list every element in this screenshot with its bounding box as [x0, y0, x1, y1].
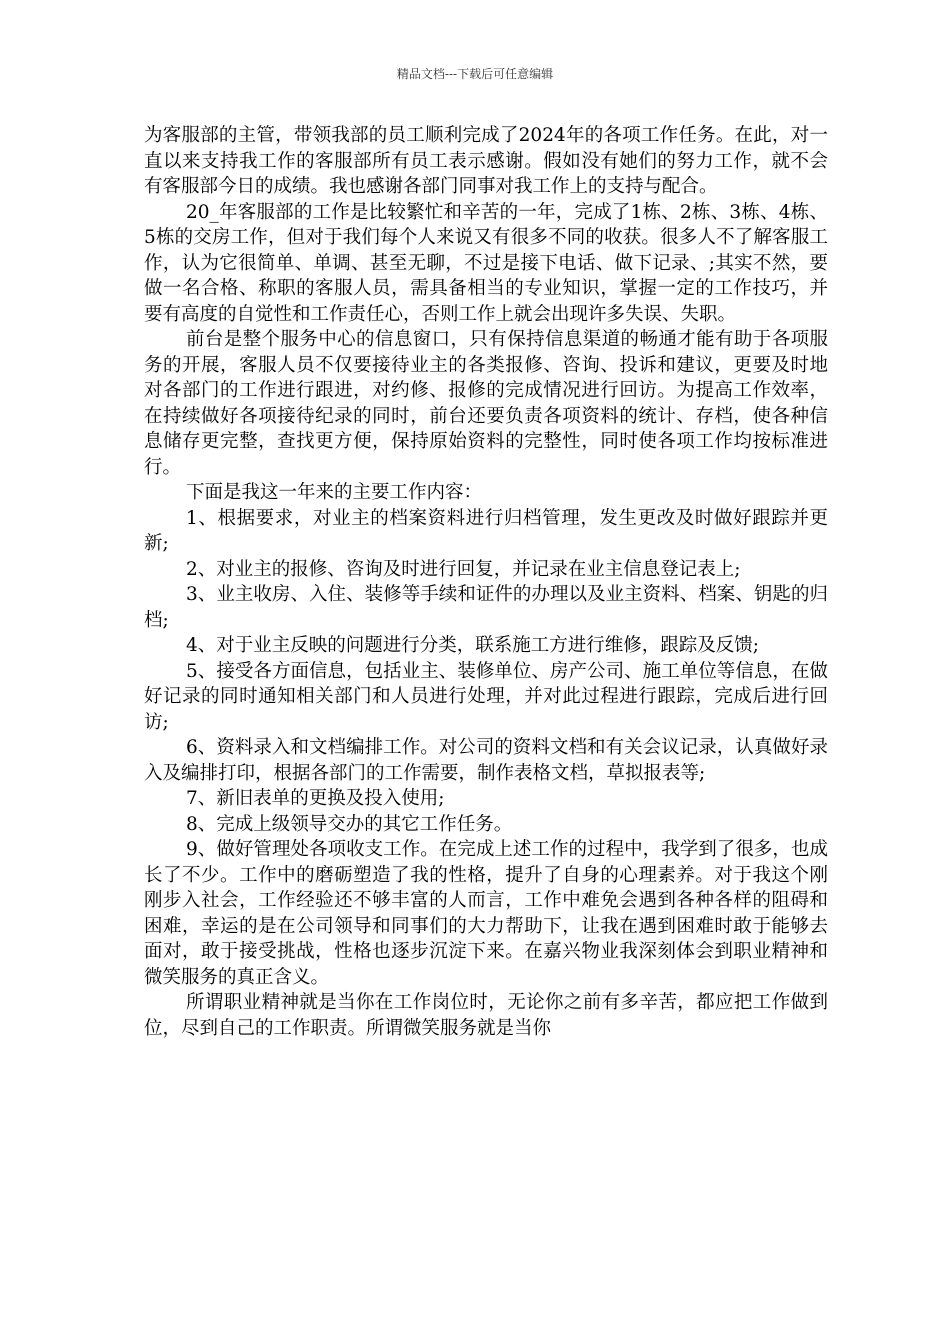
list-item: 9、做好管理处各项收支工作。在完成上述工作的过程中，我学到了很多，也成长了不少。工作中的磨砺塑造了我的性格，提升了自身的心理素养。对于我这个刚刚步入社会，工作经验还不够丰富的人而言，工作中难免会遇到各种各样的阻碍和困难，幸运的是在公司领导和同事们的大力帮助下，让我在遇到困难时敢于能够去面对，敢于接受挑战，性格也逐步沉淀下来。在嘉兴物业我深刻体会到职业精神和微笑服务的真正含义。 [144, 839, 828, 988]
paragraph: 20_年客服部的工作是比较繁忙和辛苦的一年，完成了1栋、2栋、3栋、4栋、5栋的交房工作，但对于我们每个人来说又有很多不同的收获。很多人不了解客服工作，认为它很简单、单调、甚至无聊，不过是接下电话、做下记录、;其实不然，要做一名合格、称职的客服人员，需具备相当的专业知识，掌握一定的工作技巧，并要有高度的自觉性和工作责任心，否则工作上就会出现许多失误、失职。 [144, 201, 828, 325]
list-item: 1、根据要求，对业主的档案资料进行归档管理，发生更改及时做好跟踪并更新; [144, 507, 828, 554]
list-item: 3、业主收房、入住、装修等手续和证件的办理以及业主资料、档案、钥匙的归档; [144, 584, 828, 631]
list-item: 2、对业主的报修、咨询及时进行回复，并记录在业主信息登记表上; [186, 558, 741, 580]
paragraph: 前台是整个服务中心的信息窗口，只有保持信息渠道的畅通才能有助于各项服务的开展，客服人员不仅要接待业主的各类报修、咨询、投诉和建议，更要及时地对各部门的工作进行跟进，对约修、报修的完成情况进行回访。为提高工作效率，在持续做好各项接待纪录的同时，前台还要负责各项资料的统计、存档，使各种信息储存更完整，查找更方便，保持原始资料的完整性，同时使各项工作均按标准进行。 [144, 329, 828, 478]
paragraph: 所谓职业精神就是当你在工作岗位时，无论你之前有多辛苦，都应把工作做到位，尽到自己的工作职责。所谓微笑服务就是当你 [144, 992, 828, 1039]
paragraph: 下面是我这一年来的主要工作内容： [186, 482, 483, 503]
list-item: 6、资料录入和文档编排工作。对公司的资料文档和有关会议记录，认真做好录入及编排打印，根据各部门的工作需要，制作表格文档，草拟报表等; [144, 737, 828, 784]
list-item: 7、新旧表单的更换及投入使用; [186, 788, 445, 809]
list-item: 5、接受各方面信息，包括业主、装修单位、房产公司、施工单位等信息，在做好记录的同时通知相关部门和人员进行处理，并对此过程进行跟踪，完成后进行回访; [144, 660, 828, 733]
page-header: 精品文档---下载后可任意编辑 [396, 67, 554, 81]
list-item: 4、对于业主反映的问题进行分类，联系施工方进行维修，跟踪及反馈; [186, 635, 760, 656]
list-item: 8、完成上级领导交办的其它工作任务。 [186, 813, 513, 835]
document-body [144, 123, 828, 1041]
paragraph-continuation: 为客服部的主管，带领我部的员工顺利完成了2024年的各项工作任务。在此，对一直以来支持我工作的客服部所有员工表示感谢。假如没有她们的努力工作，就不会有客服部今日的成绩。我也感谢各部门同事对我工作上的支持与配合。 [144, 125, 828, 197]
